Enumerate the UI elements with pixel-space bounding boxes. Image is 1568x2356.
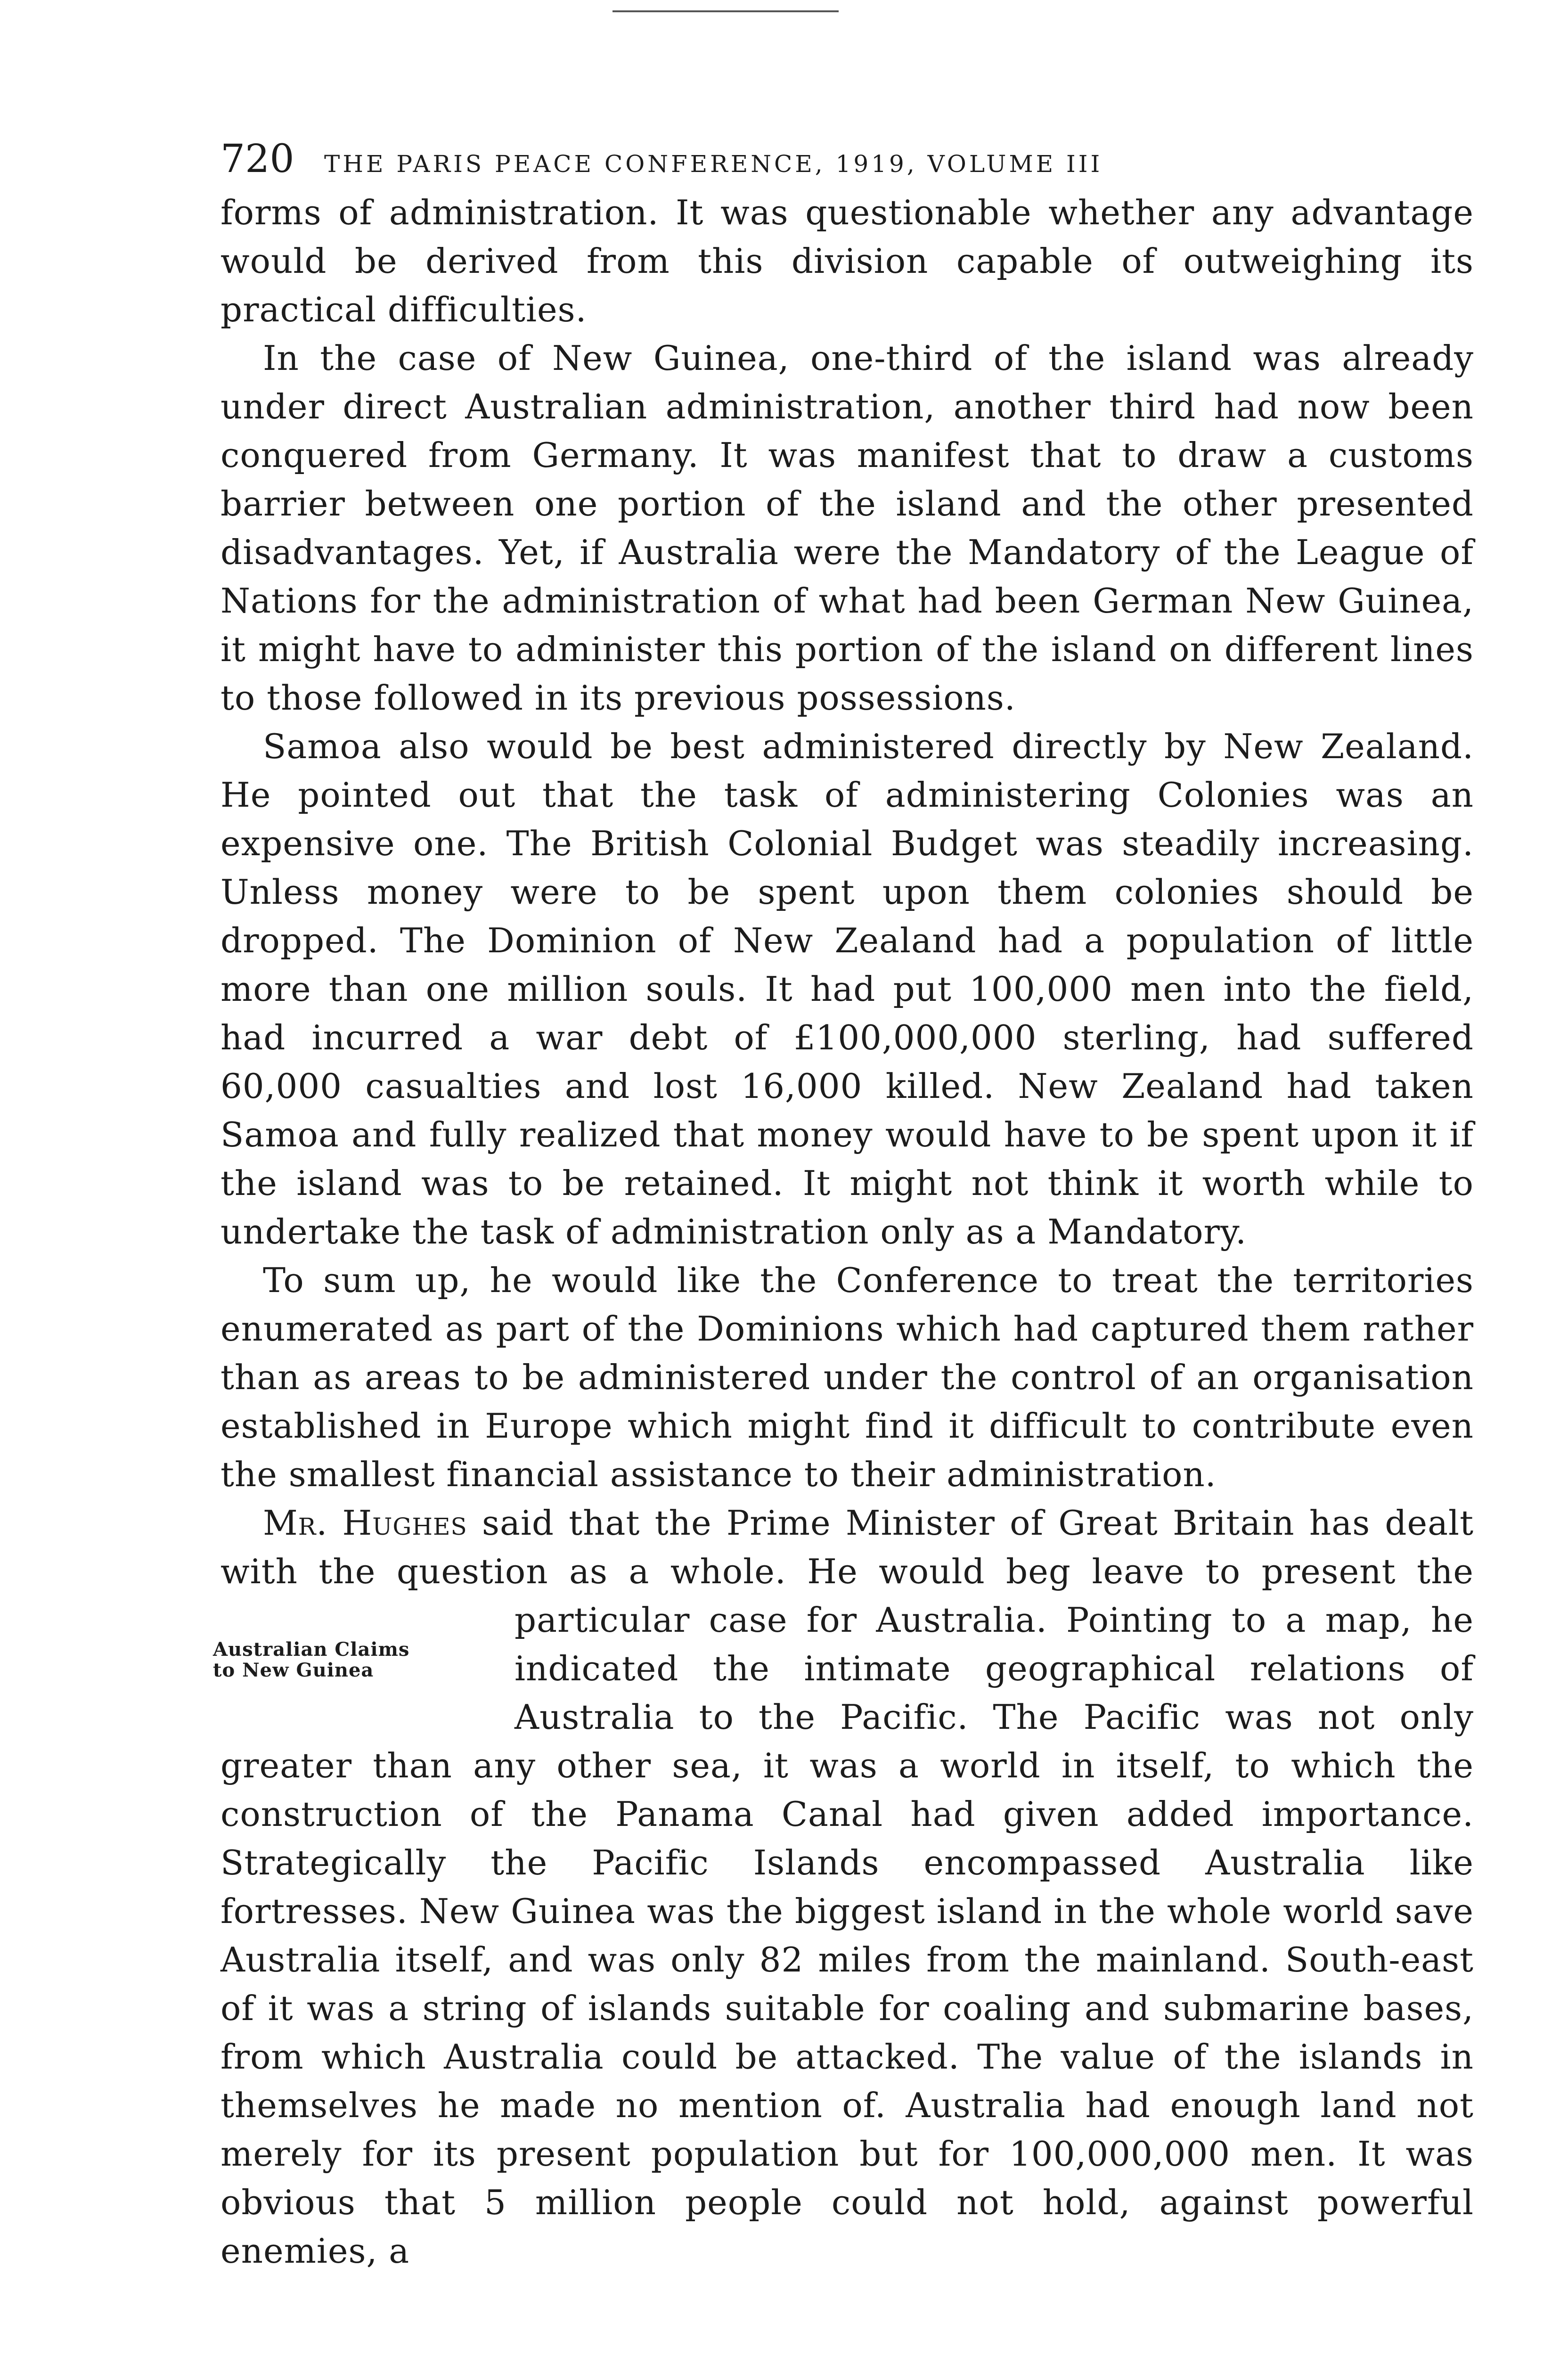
- page-header: [220, 137, 1474, 188]
- paragraph-3: Samoa also would be best administered directly by New Zealand. He pointed out that the task of administering Colonies was an expensive one. The British Colonial Budget was steadily increasing. Unless money were to be spent upon them colonies should be dropped. The Dominion of New Zealand had a population of little more than one million souls. It had put 100,000 men into the field, had incurred a war debt of £100,000,000 sterling, had suffered 60,000 casualties and lost 16,000 killed. New Zealand had taken Samoa and fully realized that money would have to be spent upon it if the island was to be retained. It might not think it worth while to undertake the task of administration only as a Mandatory.: [220, 727, 1474, 1252]
- margin-note: [213, 1596, 496, 1742]
- paragraph-2: In the case of New Guinea, one-third of the island was already under direct Australian administration, another third had now been conquered from Germany. It was manifest that to draw a customs barrier between one portion of the island and the other presented disadvantages. Yet, if Australia were the Mandatory of the League of Nations for the administration of what had been German New Guinea, it might have to administer this portion of the island on different lines to those followed in its previous possessions.: [220, 338, 1474, 718]
- paragraph-5-text: the particular case for Australia. Pointing to a map, he indicated the intimate geographical relations of Australia to the Pacific. The Pacific was not only greater than any other sea, it was a world in itself, to which the construction of the Panama Canal had given added importance. Strategically the Pacific Islands encompassed Australia like fortresses. New Guinea was the biggest island in the whole world save Australia itself, and was only 82 miles from the mainland. South-east of it was a string of islands suitable for coaling and submarine bases, from which Australia could be attacked. The value of the islands in themselves he made no mention of. Australia had enough land not merely for its present population but for 100,000,000 men. It was obvious that 5 million people could not hold, against powerful enemies, a: [220, 1552, 1474, 2271]
- paragraph-4: To sum up, he would like the Conference to treat the territories enumerated as part of the Dominions which had captured them rather than as areas to be administered under the control of an organisation established in Europe which might find it difficult to contribute even the smallest financial assistance to their administration.: [220, 1260, 1474, 1494]
- running-title: THE PARIS PEACE CONFERENCE, 1919, VOLUME III: [324, 150, 1103, 178]
- book-page: [213, 137, 1474, 2275]
- body-text: [213, 188, 1474, 2275]
- margin-note-line-1: Australian Claims: [213, 1638, 410, 1661]
- top-rule: [612, 10, 839, 12]
- speaker-name: Mr. Hughes: [263, 1503, 467, 1543]
- paragraph-5: [213, 1499, 1474, 2275]
- page-number: 720: [220, 137, 294, 181]
- paragraph-5-text-start: said that the Prime Minister of Great Britain has dealt with the question as a whole. He would beg leave to present: [220, 1503, 1474, 1591]
- margin-note-line-2: to New Guinea: [213, 1659, 374, 1681]
- paragraph-1: forms of administration. It was questionable whether any advantage would be derived from this division capable of outweighing its practical difficulties.: [220, 193, 1474, 329]
